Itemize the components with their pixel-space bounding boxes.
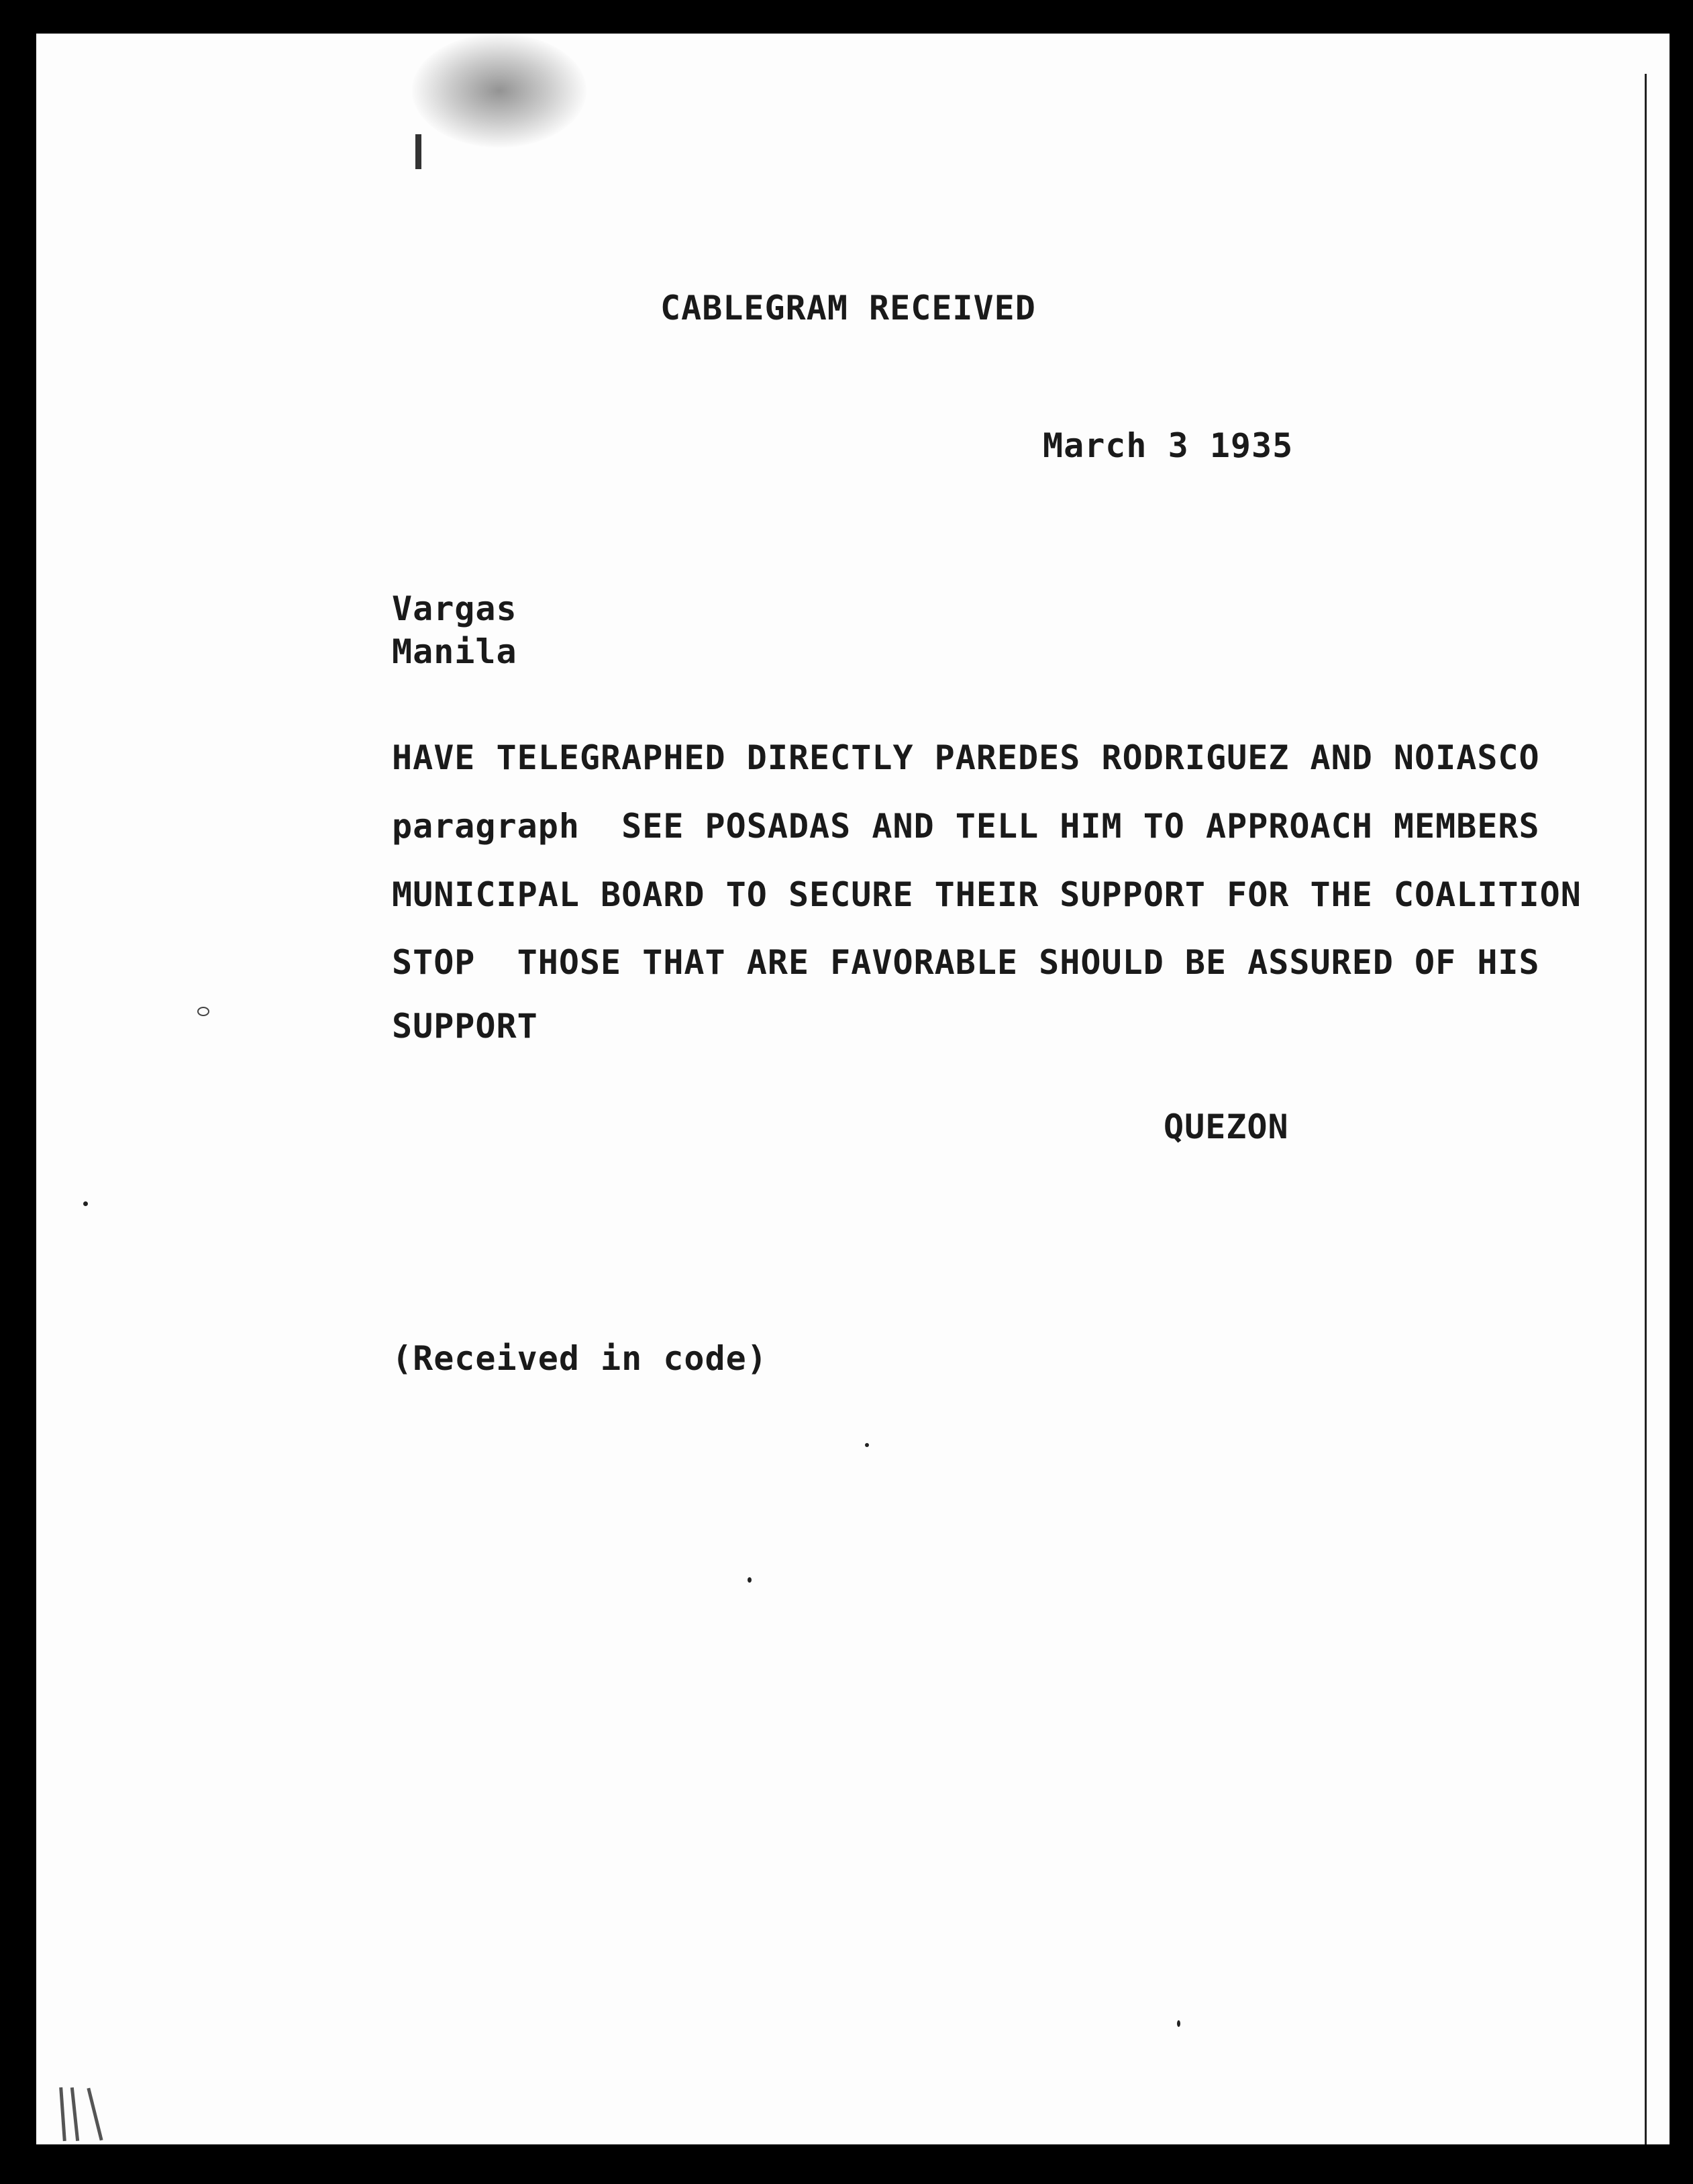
ink-smudge [412, 34, 586, 148]
message-line: HAVE TELEGRAPHED DIRECTLY PAREDES RODRIGUEZ AND NOIASCO [392, 738, 1540, 777]
paper-speck [865, 1443, 869, 1447]
page-edge-line [1645, 74, 1647, 2144]
addressee-city: Manila [392, 632, 517, 671]
message-line: SUPPORT [392, 1007, 538, 1046]
document-page [36, 34, 1670, 2144]
ink-mark [415, 134, 421, 169]
document-date: March 3 1935 [1043, 426, 1294, 465]
paper-speck [197, 1007, 209, 1016]
edge-marks [53, 2081, 107, 2141]
addressee-name: Vargas [392, 589, 517, 628]
message-line: paragraph SEE POSADAS AND TELL HIM TO APPROACH MEMBERS [392, 807, 1540, 846]
paper-speck [748, 1577, 752, 1583]
document-heading: CABLEGRAM RECEIVED [660, 289, 1036, 328]
paper-speck [83, 1201, 88, 1206]
paper-speck [1177, 2020, 1180, 2027]
message-line: STOP THOSE THAT ARE FAVORABLE SHOULD BE ASSURED OF HIS [392, 943, 1540, 982]
message-line: MUNICIPAL BOARD TO SECURE THEIR SUPPORT FOR THE COALITION [392, 875, 1582, 914]
sender-signature: QUEZON [1164, 1107, 1289, 1146]
received-note: (Received in code) [392, 1339, 768, 1378]
